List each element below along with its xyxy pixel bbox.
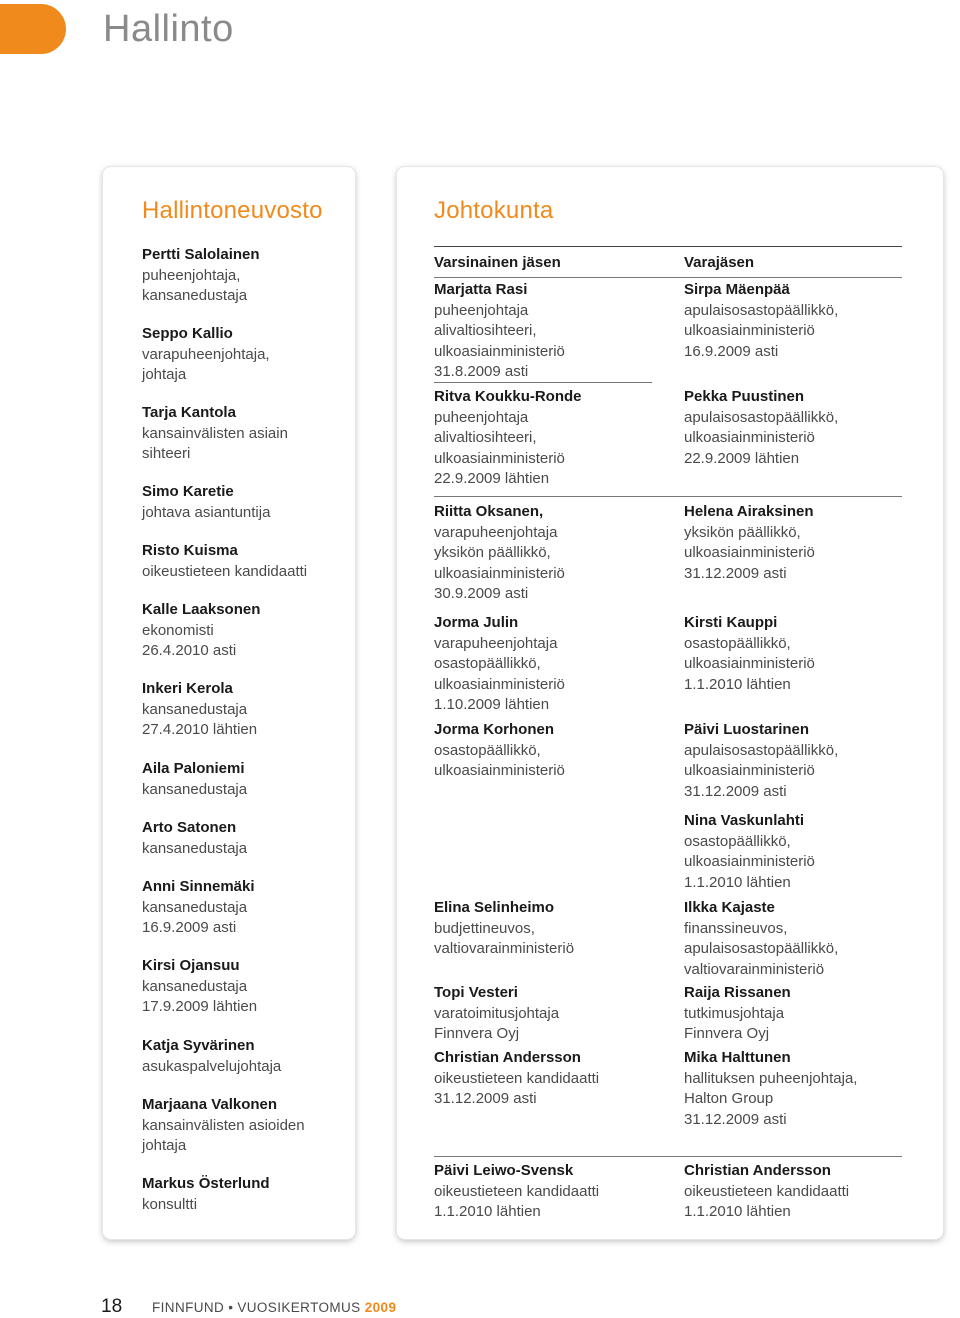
council-member-entry [142, 403, 288, 465]
council-member-detail: johtaja [142, 366, 187, 384]
council-member-name: Aila Paloniemi [142, 760, 245, 777]
board-member-detail: oikeustieteen kandidaatti [434, 1069, 600, 1087]
page-number: 18 [101, 1296, 123, 1317]
council-member-detail: kansanedustaja [142, 287, 248, 305]
board-deputy-name: Nina Vaskunlahti [684, 812, 805, 829]
board-deputy-detail: hallituksen puheenjohtaja, [684, 1069, 858, 1087]
council-member-detail: varapuheenjohtaja, [142, 345, 270, 363]
board-member-name: Christian Andersson [434, 1049, 581, 1066]
council-member-name: Simo Karetie [142, 483, 234, 500]
hallintoneuvosto-title: Hallintoneuvosto [142, 197, 323, 224]
board-deputy-name: Sirpa Mäenpää [684, 281, 790, 298]
board-deputy-entry [684, 720, 838, 802]
council-member-detail: asukaspalvelujohtaja [142, 1057, 282, 1075]
column-header-member: Varsinainen jäsen [434, 254, 561, 271]
council-member-detail: puheenjohtaja, [142, 266, 241, 284]
board-member-entry [434, 720, 565, 782]
board-member-detail: yksikön päällikkö, [434, 544, 551, 562]
council-member-entry [142, 818, 247, 859]
council-member-entry [142, 1095, 305, 1157]
report-year: 2009 [364, 1300, 397, 1315]
council-member-name: Seppo Kallio [142, 325, 233, 342]
board-deputy-detail: 22.9.2009 lähtien [684, 449, 800, 467]
board-deputy-name: Raija Rissanen [684, 984, 791, 1001]
report-name: VUOSIKERTOMUS [237, 1300, 361, 1315]
board-member-name: Marjatta Rasi [434, 281, 528, 298]
council-member-detail: 27.4.2010 lähtien [142, 721, 258, 739]
board-member-detail: alivaltiosihteeri, [434, 322, 537, 340]
board-deputy-detail: 31.12.2009 asti [684, 782, 787, 800]
board-member-detail: 31.12.2009 asti [434, 1090, 537, 1108]
council-member-detail: johtaja [142, 1137, 187, 1155]
council-member-name: Pertti Salolainen [142, 246, 260, 263]
council-member-name: Marjaana Valkonen [142, 1096, 278, 1113]
board-deputy-detail: ulkoasiainministeriö [684, 429, 815, 447]
council-member-entry [142, 324, 270, 386]
board-deputy-name: Helena Airaksinen [684, 503, 814, 520]
board-deputy-entry [684, 502, 815, 584]
council-member-name: Arto Satonen [142, 819, 237, 836]
board-deputy-detail: finanssineuvos, [684, 919, 788, 937]
board-member-entry [434, 502, 565, 605]
board-deputy-entry [684, 387, 838, 469]
board-member-detail: valtiovarainministeriö [434, 940, 575, 958]
council-member-detail: ekonomisti [142, 621, 214, 639]
council-member-entry [142, 1174, 270, 1215]
board-member-entry [434, 387, 582, 490]
council-member-name: Kalle Laaksonen [142, 601, 261, 618]
council-member-entry [142, 956, 257, 1018]
board-member-detail: varapuheenjohtaja [434, 523, 558, 541]
board-deputy-detail: ulkoasiainministeriö [684, 762, 815, 780]
council-member-name: Tarja Kantola [142, 404, 236, 421]
board-deputy-detail: 16.9.2009 asti [684, 342, 779, 360]
board-deputy-detail: osastopäällikkö, [684, 832, 791, 850]
header-top-rule [434, 246, 902, 247]
board-deputy-detail: Finnvera Oyj [684, 1025, 770, 1043]
board-member-detail: varatoimitusjohtaja [434, 1004, 560, 1022]
board-deputy-detail: 31.12.2009 asti [684, 1110, 787, 1128]
board-deputy-entry [684, 1161, 849, 1223]
council-member-name: Inkeri Kerola [142, 680, 233, 697]
board-member-name: Jorma Korhonen [434, 721, 555, 738]
board-member-detail: ulkoasiainministeriö [434, 342, 565, 360]
board-deputy-detail: 1.1.2010 lähtien [684, 675, 791, 693]
council-member-entry [142, 877, 255, 939]
council-member-entry [142, 1036, 281, 1077]
board-deputy-detail: yksikön päällikkö, [684, 523, 801, 541]
board-deputy-entry [684, 613, 815, 695]
board-deputy-name: Ilkka Kajaste [684, 899, 775, 916]
board-member-detail: puheenjohtaja [434, 301, 529, 319]
council-member-name: Markus Österlund [142, 1175, 270, 1192]
board-deputy-detail: ulkoasiainministeriö [684, 322, 815, 340]
council-member-name: Kirsi Ojansuu [142, 957, 240, 974]
council-member-detail: 26.4.2010 asti [142, 642, 237, 660]
council-member-detail: sihteeri [142, 445, 191, 463]
board-deputy-detail: osastopäällikkö, [684, 634, 791, 652]
board-deputy-name: Päivi Luostarinen [684, 721, 810, 738]
board-deputy-name: Kirsti Kauppi [684, 614, 778, 631]
board-deputy-detail: tutkimusjohtaja [684, 1004, 785, 1022]
board-deputy-detail: apulaisosastopäällikkö, [684, 741, 839, 759]
board-deputy-detail: oikeustieteen kandidaatti [684, 1182, 850, 1200]
council-member-detail: johtava asiantuntija [142, 503, 271, 521]
board-member-detail: ulkoasiainministeriö [434, 449, 565, 467]
board-deputy-name: Pekka Puustinen [684, 388, 805, 405]
board-deputy-name: Mika Halttunen [684, 1049, 791, 1066]
board-member-entry [434, 1048, 599, 1110]
council-member-name: Katja Syvärinen [142, 1037, 255, 1054]
johtokunta-title: Johtokunta [434, 197, 554, 224]
council-member-name: Anni Sinnemäki [142, 878, 255, 895]
publisher-name: FINNFUND [152, 1300, 225, 1315]
council-member-detail: kansanedustaja [142, 977, 248, 995]
board-member-name: Ritva Koukku-Ronde [434, 388, 582, 405]
board-member-detail: 30.9.2009 asti [434, 585, 529, 603]
board-deputy-entry [684, 1048, 857, 1130]
board-deputy-detail: Halton Group [684, 1090, 774, 1108]
board-deputy-detail: apulaisosastopäällikkö, [684, 408, 839, 426]
bullet-separator: • [228, 1300, 234, 1315]
board-member-name: Jorma Julin [434, 614, 519, 631]
board-member-entry [434, 613, 565, 716]
board-deputy-detail: apulaisosastopäällikkö, [684, 940, 839, 958]
board-member-entry [434, 898, 574, 960]
board-member-detail: osastopäällikkö, [434, 741, 541, 759]
board-member-name: Elina Selinheimo [434, 899, 555, 916]
board-deputy-name: Christian Andersson [684, 1162, 831, 1179]
council-member-detail: konsultti [142, 1195, 198, 1213]
council-member-detail: kansanedustaja [142, 700, 248, 718]
board-deputy-detail: ulkoasiainministeriö [684, 655, 815, 673]
page-title: Hallinto [103, 8, 234, 50]
board-member-detail: budjettineuvos, [434, 919, 535, 937]
board-member-detail: 1.1.2010 lähtien [434, 1203, 541, 1221]
board-deputy-entry [684, 811, 815, 893]
board-deputy-detail: apulaisosastopäällikkö, [684, 301, 839, 319]
council-member-entry [142, 482, 270, 523]
board-member-detail: ulkoasiainministeriö [434, 564, 565, 582]
section-tab-marker [0, 4, 66, 54]
board-member-detail: 31.8.2009 asti [434, 363, 529, 381]
council-member-detail: kansanedustaja [142, 780, 248, 798]
column-header-deputy: Varajäsen [684, 254, 755, 271]
council-member-entry [142, 541, 307, 582]
council-member-detail: kansainvälisten asiain [142, 424, 288, 442]
johtokunta-panel [397, 167, 943, 1239]
board-member-entry [434, 1161, 599, 1223]
row-rule [434, 1156, 902, 1157]
board-deputy-detail: ulkoasiainministeriö [684, 853, 815, 871]
board-deputy-entry [684, 280, 838, 362]
board-member-detail: osastopäällikkö, [434, 655, 541, 673]
board-member-detail: oikeustieteen kandidaatti [434, 1182, 600, 1200]
board-member-name: Topi Vesteri [434, 984, 518, 1001]
header-bottom-rule [434, 277, 902, 278]
board-member-entry [434, 280, 565, 383]
board-member-detail: 1.10.2009 lähtien [434, 696, 550, 714]
council-member-detail: kansanedustaja [142, 839, 248, 857]
board-member-detail: puheenjohtaja [434, 408, 529, 426]
board-deputy-detail: 31.12.2009 asti [684, 564, 787, 582]
council-member-entry [142, 679, 257, 741]
council-member-detail: 17.9.2009 lähtien [142, 998, 258, 1016]
hallintoneuvosto-panel [103, 167, 355, 1239]
board-member-name: Päivi Leiwo-Svensk [434, 1162, 574, 1179]
board-deputy-detail: ulkoasiainministeriö [684, 544, 815, 562]
board-member-detail: 22.9.2009 lähtien [434, 470, 550, 488]
board-member-detail: ulkoasiainministeriö [434, 762, 565, 780]
council-member-detail: kansainvälisten asioiden [142, 1116, 305, 1134]
board-member-detail: ulkoasiainministeriö [434, 675, 565, 693]
council-member-detail: 16.9.2009 asti [142, 919, 237, 937]
board-member-entry [434, 983, 559, 1045]
council-member-entry [142, 759, 247, 800]
council-member-name: Risto Kuisma [142, 542, 238, 559]
council-member-detail: kansanedustaja [142, 898, 248, 916]
council-member-entry [142, 245, 260, 307]
publication-footer [152, 1300, 396, 1315]
board-member-detail: alivaltiosihteeri, [434, 429, 537, 447]
board-deputy-detail: 1.1.2010 lähtien [684, 873, 791, 891]
board-deputy-entry [684, 898, 838, 980]
board-member-name: Riitta Oksanen, [434, 503, 544, 520]
board-deputy-detail: valtiovarainministeriö [684, 960, 825, 978]
board-member-detail: varapuheenjohtaja [434, 634, 558, 652]
council-member-entry [142, 600, 260, 662]
board-deputy-entry [684, 983, 791, 1045]
row-rule [434, 496, 902, 497]
board-deputy-detail: 1.1.2010 lähtien [684, 1203, 791, 1221]
council-member-detail: oikeustieteen kandidaatti [142, 562, 308, 580]
board-member-detail: Finnvera Oyj [434, 1025, 520, 1043]
